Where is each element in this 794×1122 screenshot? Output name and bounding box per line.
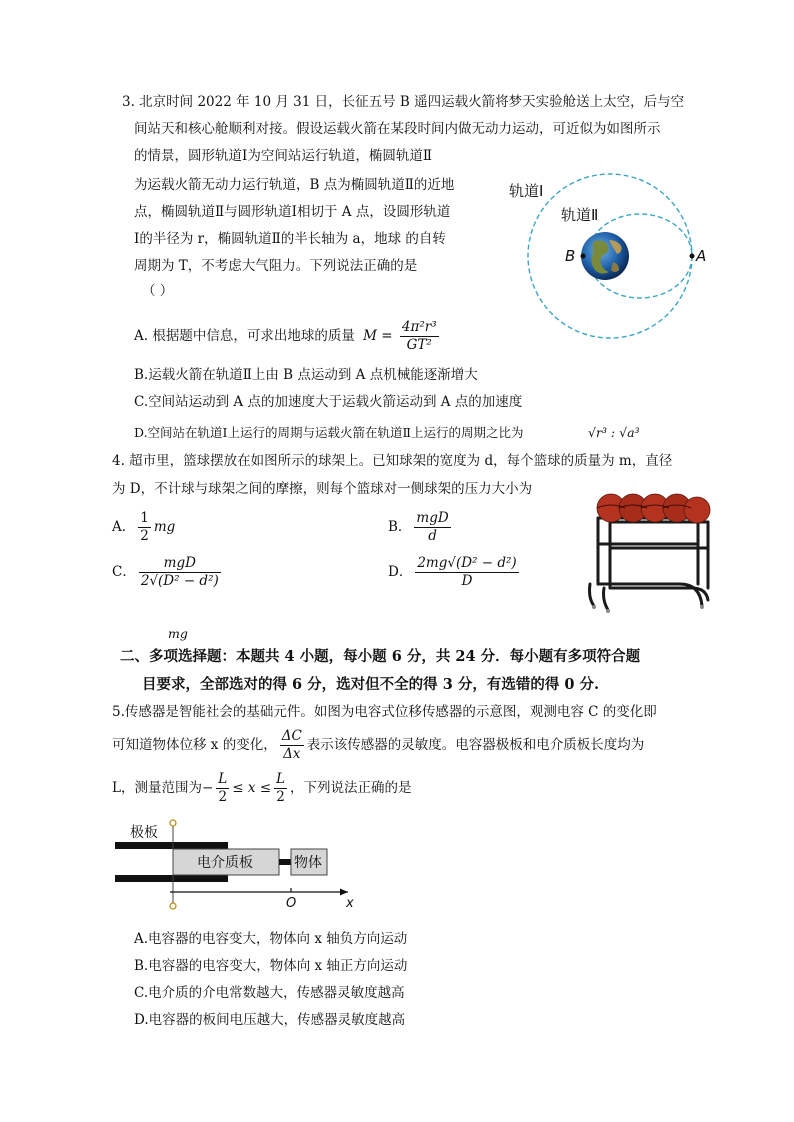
q3-option-d: D.空间站在轨道Ⅰ上运行的周期与运载火箭在轨道Ⅱ上运行的周期之比为 (134, 425, 524, 440)
orbit-1-label: 轨道Ⅰ (509, 182, 544, 200)
q4-option-d-fraction (415, 555, 518, 590)
q4-line-2: 为 D，不计球与球架之间的摩擦，则每个篮球对一侧球架的压力大小为 (112, 481, 533, 497)
q5-range-fraction-right (274, 771, 287, 806)
q3-answer-blank: （ ） (142, 283, 174, 299)
q5-range-left-denominator: 2 (218, 789, 228, 805)
q3-option-a-fraction (400, 319, 439, 354)
q5-range-right-numerator: L (276, 771, 286, 787)
q5-option-d: D.电容器的板间电压越大，传感器灵敏度越高 (134, 1012, 406, 1028)
q3-option-a-denominator: GT² (406, 337, 432, 353)
object-label: 物体 (294, 855, 322, 871)
point-a-marker (690, 254, 695, 259)
connecting-rod (279, 859, 291, 865)
q3-option-c: C.空间站运动到 A 点的加速度大于运载火箭运动到 A 点的加速度 (134, 394, 523, 410)
q3-option-a-numerator: 4π²r³ (401, 319, 437, 335)
q4-option-a-label: A． (112, 519, 136, 535)
point-b-marker (581, 254, 586, 259)
q5-range-inequality: ≤ x ≤ (232, 780, 272, 796)
q4-line-1: 4. 超市里，篮球摆放在如图所示的球架上。已知球架的宽度为 d，每个篮球的质量为 m，直径 (112, 453, 673, 469)
q3-option-a (134, 318, 442, 354)
q5-line-2 (112, 727, 644, 763)
q4-option-b-numerator: mgD (416, 510, 449, 526)
q4-option-b-denominator: d (428, 528, 437, 544)
q4-option-a (112, 510, 175, 545)
origin-label: O (286, 896, 297, 911)
q5-option-a: A.电容器的电容变大，物体向 x 轴负方向运动 (134, 931, 408, 947)
q5-range-left-numerator: L (218, 771, 228, 787)
q5-range-right-denominator: 2 (276, 789, 285, 805)
q3-line-2: 间站天和核心舱顺利对接。假设运载火箭在某段时间内做无动力运动，可近似为如图所示 (134, 121, 661, 137)
dielectric-label: 电介质板 (197, 855, 253, 871)
q4-option-c (112, 555, 224, 590)
q4-option-a-tail: mg (153, 519, 176, 535)
q4-option-c-denominator: 2√(D² − d²) (140, 573, 219, 589)
section-2-heading-line-1: 二、多项选择题：本题共 4 小题，每小题 6 分，共 24 分．每小题有多项符合题 (120, 648, 641, 665)
q3-option-d-ratio: √r³ : √a³ (588, 425, 640, 440)
x-axis-arrow (340, 889, 348, 896)
q4-option-d-denominator: D (461, 573, 473, 589)
earth-icon (581, 232, 629, 280)
q5-line-2-post: 表示该传感器的灵敏度。电容器极板和电介质板长度均为 (306, 737, 645, 753)
section-2-heading-line-2: 目要求，全部选对的得 6 分，选对但不全的得 3 分，有选错的得 0 分. (142, 676, 600, 693)
q4-option-c-fraction (139, 555, 221, 590)
q5-line-3-post: ，下列说法正确的是 (290, 780, 412, 796)
q3-line-3: 的情景，圆形轨道Ⅰ为空间站运行轨道，椭圆轨道Ⅱ (134, 148, 433, 164)
q3-line-5: 点，椭圆轨道Ⅱ与圆形轨道Ⅰ相切于 A 点，设圆形轨道 (134, 204, 451, 220)
lower-plate (115, 875, 228, 882)
q4-option-b-fraction (414, 510, 450, 545)
q3-line-6: Ⅰ的半径为 r，椭圆轨道Ⅱ的半长轴为 a，地球 的自转 (134, 231, 446, 247)
q3-line-1: 3. 北京时间 2022 年 10 月 31 日，长征五号 B 遥四运载火箭将梦天实验舱送上太空，后与空 (122, 94, 685, 110)
q4-option-b-label: B． (388, 519, 412, 535)
q5-range-minus: − (201, 780, 214, 796)
x-axis-label: x (346, 896, 354, 911)
q4-option-b (388, 510, 454, 545)
q3-line-4: 为运载火箭无动力运行轨道，B 点为椭圆轨道Ⅱ的近地 (134, 177, 455, 193)
basketball-rack-illustration (580, 488, 715, 616)
q3-option-a-symbol: M = (363, 328, 393, 344)
q5-sensitivity-fraction (280, 728, 304, 763)
q4-option-d (388, 555, 522, 590)
point-a-label: A (696, 247, 707, 265)
q5-fraction-denominator: Δx (283, 746, 301, 762)
q5-line-1: 5.传感器是智能社会的基础元件。如图为电容式位移传感器的示意图，观测电容 C 的变化即 (112, 704, 657, 720)
q3-line-7: 周期为 T，不考虑大气阻力。下列说法正确的是 (134, 258, 418, 274)
q3-option-a-text: A. 根据题中信息，可求出地球的质量 (134, 328, 355, 344)
q5-option-b: B.电容器的电容变大，物体向 x 轴正方向运动 (134, 958, 408, 974)
q4-option-c-label: C． (112, 564, 136, 580)
q4-option-c-numerator: mgD (139, 555, 221, 573)
q4-option-a-fraction (138, 510, 151, 545)
q4-option-a-numerator: 1 (140, 510, 149, 526)
q5-line-3-pre: L，测量范围为 (112, 780, 202, 796)
q5-range-fraction-left (216, 771, 229, 806)
q5-line-2-pre: 可知道物体位移 x 的变化， (112, 737, 277, 753)
q5-line-3 (112, 770, 412, 806)
orbit-diagram (505, 170, 730, 345)
q4-option-d-numerator: 2mg√(D² − d²) (417, 555, 517, 571)
q3-option-b: B.运载火箭在轨道Ⅱ上由 B 点运动到 A 点机械能逐渐增大 (134, 367, 478, 383)
capacitor-sensor-diagram (110, 815, 370, 915)
q5-fraction-numerator: ΔC (281, 728, 302, 744)
q5-option-c: C.电介质的介电常数越大，传感器灵敏度越高 (134, 985, 405, 1001)
orbit-2-label: 轨道Ⅱ (561, 206, 599, 224)
upper-plate (115, 842, 228, 849)
q4-option-a-denominator: 2 (140, 528, 149, 544)
q4-stray-mg: mg (168, 626, 188, 641)
plate-label: 极板 (130, 825, 158, 841)
q4-option-d-label: D． (388, 564, 413, 580)
point-b-label: B (565, 247, 576, 265)
